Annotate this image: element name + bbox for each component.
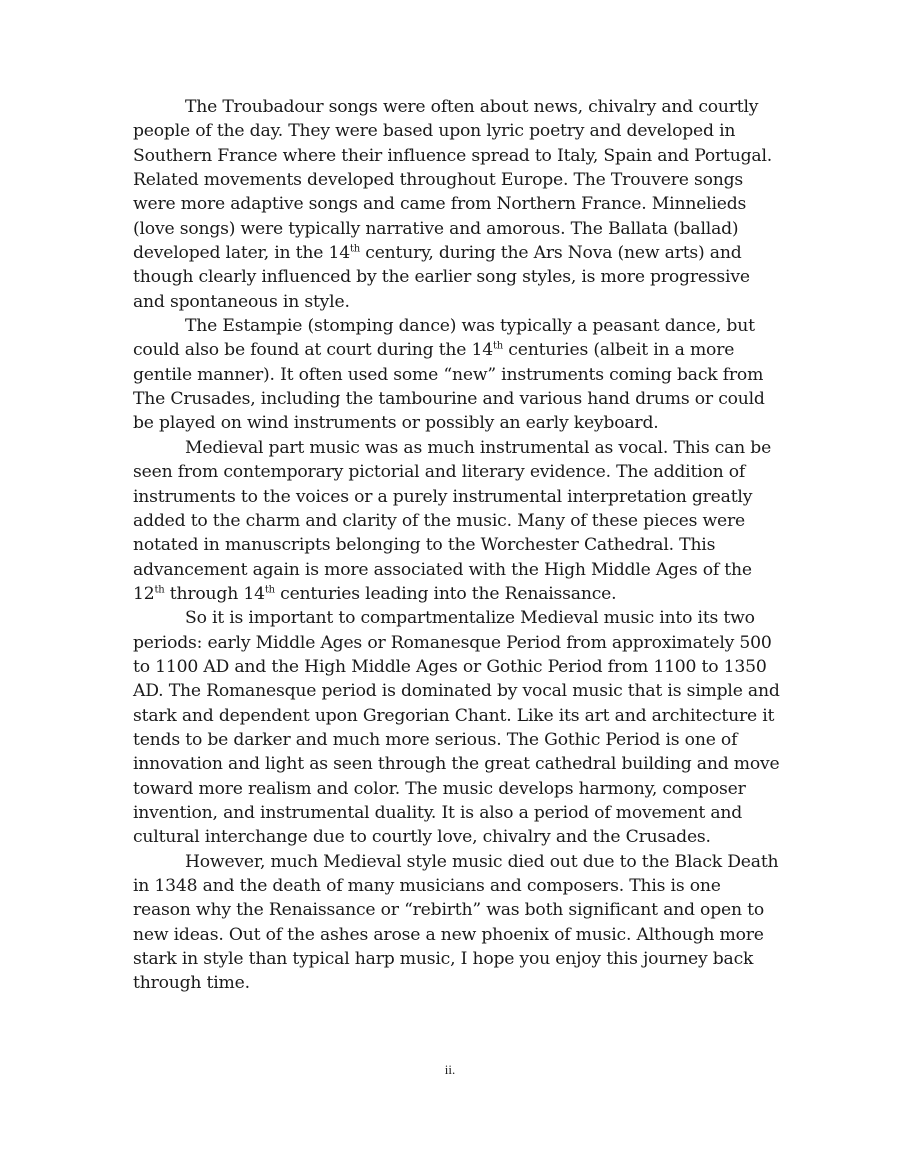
superscript: th — [154, 584, 165, 596]
paragraph-troubadour — [133, 95, 783, 314]
paragraph-periods — [133, 606, 783, 849]
text-run: The Troubadour songs were often about news, chivalry and courtly people of the day. They were based upon lyric poetry and developed in Southern France where their influence spread to Italy, Spain and Portugal. Related movements developed throughout Europe. The Trouvere songs were more adaptive songs and came from Northern France. Minnelieds (love songs) were typically narrative and amorous. The Ballata (ballad) developed later, in the 14 — [133, 97, 773, 264]
text-run: through 14 — [164, 583, 265, 604]
text-run: However, much Medieval style music died out due to the Black Death in 1348 and the death of many musicians and composers. This is one reason why the Renaissance or “rebirth” was both significant and open to new ideas. Out of the ashes arose a new phoenix of music. Although more stark in style than typical harp music, I hope you enjoy this journey back through time. — [133, 851, 779, 994]
paragraph-black-death — [133, 850, 783, 996]
text-run: centuries leading into the Renaissance. — [274, 583, 617, 604]
paragraph-estampie — [133, 314, 783, 436]
superscript: th — [264, 584, 275, 596]
page-number: ii. — [444, 1062, 456, 1077]
paragraph-part-music — [133, 436, 783, 606]
text-run: The Estampie (stomping dance) was typically a peasant dance, but could also be found at court during the 14 — [133, 316, 755, 361]
superscript: th — [349, 243, 360, 255]
superscript: th — [492, 340, 504, 352]
text-run: So it is important to compartmentalize Medieval music into its two periods: early Middle Ages or Romanesque Period from approximately 500 to 1100 AD and the High Middle Ages or Gothic Period from 1100 to 1350 AD. The Romanesque period is dominated by vocal music that is simple and stark and dependent upon Gregorian Chant. Like its art and architecture it tends to be darker and much more serious. The Gothic Period is one of innovation and light as seen through the great cathedral building and move toward more realism and color. The music develops harmony, composer invention, and instrumental duality. It is also a period of movement and cultural interchange due to courtly love, chivalry and the Crusades. — [133, 608, 780, 848]
text-run: century, during the Ars Nova (new arts) and though clearly influenced by the earlier song styles, is more progressive and spontaneous in style. — [133, 243, 750, 312]
text-run: centuries (albeit in a more gentile manner). It often used some “new” instruments coming back from The Crusades, including the tambourine and various hand drums or could be played on wind instruments or possibly an early keyboard. — [133, 340, 765, 434]
body-text — [133, 95, 783, 996]
text-run: Medieval part music was as much instrumental as vocal. This can be seen from contemporary pictorial and literary evidence. The addition of instruments to the voices or a purely instrumental interpretation greatly added to the charm and clarity of the music. Many of these pieces were notated in manuscripts belonging to the Worchester Cathedral. This advancement again is more associated with the High Middle Ages of the 12 — [133, 437, 772, 604]
